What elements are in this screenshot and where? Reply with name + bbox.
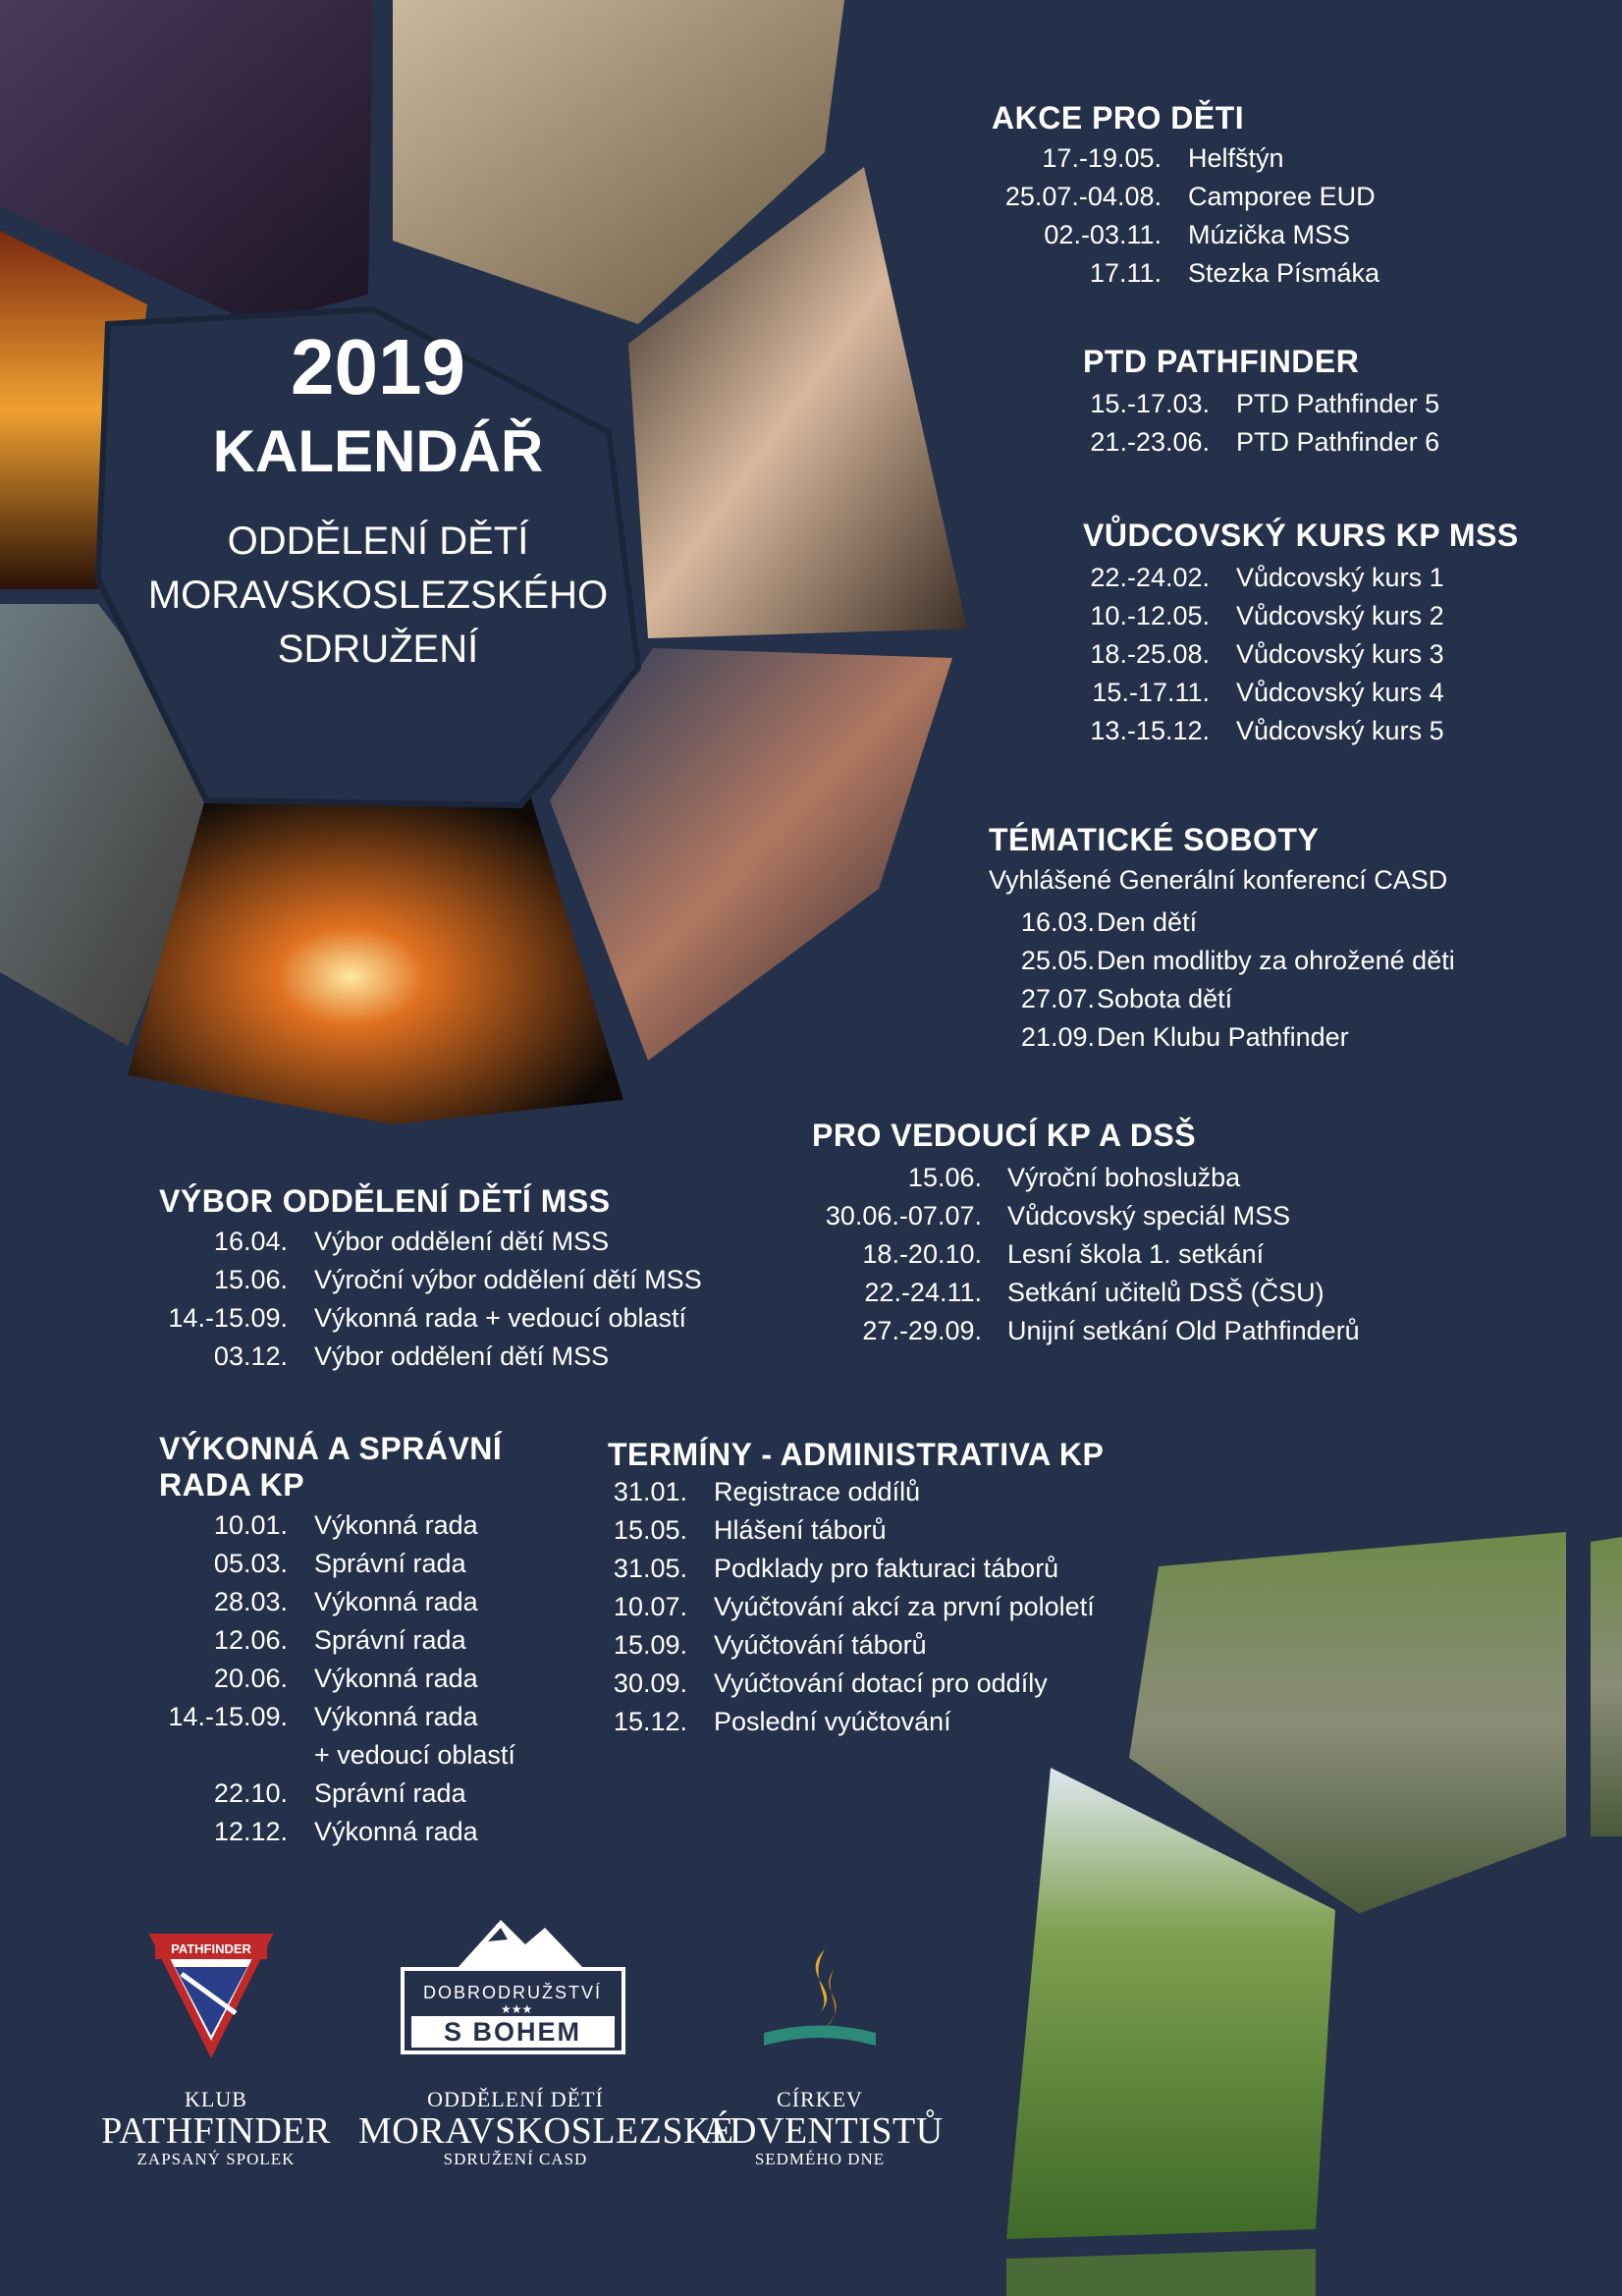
rada-title-line1: VÝKONNÁ A SPRÁVNÍ bbox=[159, 1431, 503, 1466]
soboty-date: 27.07. bbox=[1020, 984, 1095, 1013]
pathfinder-badge-text: PATHFINDER bbox=[171, 1941, 251, 1956]
ptd-event: PTD Pathfinder 6 bbox=[1236, 427, 1440, 457]
rada-event: + vedoucí oblastí bbox=[314, 1740, 515, 1770]
akce-date: 02.-03.11. bbox=[1044, 220, 1162, 249]
soboty-subtitle: Vyhlášené Generální konferencí CASD bbox=[989, 865, 1448, 895]
s-bohem-caption bbox=[358, 2087, 734, 2169]
vedouci-date: 18.-20.10. bbox=[862, 1239, 982, 1269]
terminy-date: 30.09. bbox=[613, 1668, 687, 1698]
vybor-date: 16.04. bbox=[213, 1227, 288, 1256]
vybor-date: 03.12. bbox=[213, 1341, 288, 1371]
hero-subtitle-1: ODDĚLENÍ DĚTÍ bbox=[227, 519, 529, 563]
terminy-date: 10.07. bbox=[613, 1592, 687, 1621]
terminy-event: Vyúčtování dotací pro oddíly bbox=[714, 1668, 1048, 1698]
rada-date: 12.12. bbox=[213, 1817, 288, 1846]
terminy-event: Poslední vyúčtování bbox=[714, 1707, 951, 1736]
pathfinder-line2: PATHFINDER bbox=[101, 2110, 331, 2152]
kurs-event: Vůdcovský kurs 5 bbox=[1236, 716, 1444, 745]
terminy-event: Vyúčtování táborů bbox=[714, 1630, 927, 1660]
akce-date: 17.-19.05. bbox=[1042, 143, 1162, 173]
vedouci-event: Setkání učitelů DSŠ (ČSU) bbox=[1007, 1278, 1325, 1307]
soboty-title: TÉMATICKÉ SOBOTY bbox=[989, 822, 1320, 857]
adventist-logo bbox=[756, 1940, 884, 2057]
pathfinder-line1: KLUB bbox=[185, 2087, 247, 2111]
kurs-date: 15.-17.11. bbox=[1092, 678, 1210, 707]
vybor-date: 15.06. bbox=[213, 1265, 288, 1294]
rada-date: 28.03. bbox=[213, 1587, 288, 1616]
s-bohem-badge-main: S BOHEM bbox=[443, 2017, 582, 2047]
kurs-event: Vůdcovský kurs 2 bbox=[1236, 601, 1444, 630]
terminy-date: 15.09. bbox=[613, 1630, 687, 1660]
terminy-date: 15.05. bbox=[613, 1515, 687, 1545]
terminy-event: Vyúčtování akcí za první pololetí bbox=[714, 1592, 1095, 1621]
rada-title-line2: RADA KP bbox=[159, 1467, 305, 1503]
rada-date: 12.06. bbox=[213, 1625, 288, 1655]
terminy-event: Podklady pro fakturaci táborů bbox=[714, 1554, 1059, 1583]
s-bohem-badge-top: DOBRODRUŽSTVÍ bbox=[422, 1983, 603, 2002]
soboty-date: 25.05. bbox=[1020, 946, 1095, 975]
vybor-date: 14.-15.09. bbox=[168, 1303, 288, 1333]
hero-year: 2019 bbox=[291, 323, 465, 410]
akce-event: Múzička MSS bbox=[1188, 220, 1351, 249]
akce-event: Camporee EUD bbox=[1188, 182, 1376, 211]
soboty-event: Den dětí bbox=[1097, 907, 1198, 937]
vedouci-event: Vůdcovský speciál MSS bbox=[1007, 1201, 1291, 1230]
kurs-date: 13.-15.12. bbox=[1090, 716, 1210, 745]
rada-event: Výkonná rada bbox=[314, 1702, 478, 1731]
ptd-date: 21.-23.06. bbox=[1090, 427, 1210, 457]
vybor-title: VÝBOR ODDĚLENÍ DĚTÍ MSS bbox=[159, 1183, 611, 1219]
vedouci-date: 22.-24.11. bbox=[864, 1278, 982, 1307]
akce-date: 17.11. bbox=[1089, 258, 1162, 288]
soboty-event: Den Klubu Pathfinder bbox=[1097, 1022, 1349, 1052]
hero-title: KALENDÁŘ bbox=[212, 418, 544, 484]
vedouci-title: PRO VEDOUCÍ KP A DSŠ bbox=[812, 1118, 1197, 1153]
sbohem-line1: ODDĚLENÍ DĚTÍ bbox=[427, 2087, 604, 2111]
vedouci-date: 15.06. bbox=[907, 1163, 982, 1192]
kurs-event: Vůdcovský kurs 1 bbox=[1236, 563, 1444, 592]
terminy-title: TERMÍNY - ADMINISTRATIVA KP bbox=[608, 1437, 1105, 1472]
campfire-photo bbox=[128, 795, 623, 1124]
vedouci-date: 27.-29.09. bbox=[862, 1316, 982, 1345]
kurs-date: 18.-25.08. bbox=[1090, 639, 1210, 669]
rada-event: Správní rada bbox=[314, 1625, 466, 1655]
rada-date: 20.06. bbox=[213, 1664, 288, 1693]
kurs-title: VŮDCOVSKÝ KURS KP MSS bbox=[1083, 518, 1519, 553]
terminy-date: 31.01. bbox=[613, 1477, 687, 1506]
akce-event: Helfštýn bbox=[1188, 143, 1284, 173]
vedouci-event: Unijní setkání Old Pathfinderů bbox=[1007, 1316, 1360, 1345]
rada-date: 22.10. bbox=[213, 1778, 288, 1808]
kurs-date: 10.-12.05. bbox=[1090, 601, 1210, 630]
vedouci-date: 30.06.-07.07. bbox=[825, 1201, 982, 1230]
rada-event: Správní rada bbox=[314, 1549, 466, 1578]
terminy-date: 31.05. bbox=[613, 1554, 687, 1583]
hero-subtitle-3: SDRUŽENÍ bbox=[277, 628, 479, 671]
sbohem-line3: SDRUŽENÍ CASD bbox=[443, 2150, 588, 2168]
soboty-date: 16.03. bbox=[1020, 907, 1095, 937]
rada-date: 10.01. bbox=[213, 1510, 288, 1540]
pathfinder-caption bbox=[98, 2087, 334, 2169]
vybor-event: Výroční výbor oddělení dětí MSS bbox=[314, 1265, 702, 1294]
akce-date: 25.07.-04.08. bbox=[1004, 182, 1162, 211]
rada-event: Výkonná rada bbox=[314, 1817, 478, 1846]
ptd-date: 15.-17.03. bbox=[1090, 389, 1210, 418]
rada-event: Správní rada bbox=[314, 1778, 466, 1808]
soboty-event: Sobota dětí bbox=[1097, 984, 1233, 1013]
pathfinder-shield-logo bbox=[147, 1930, 275, 2057]
adventist-caption bbox=[702, 2087, 944, 2169]
rada-date: 05.03. bbox=[213, 1549, 288, 1578]
vybor-event: Výkonná rada + vedoucí oblastí bbox=[314, 1303, 687, 1333]
pathfinder-line3: ZAPSANÝ SPOLEK bbox=[136, 2150, 296, 2168]
s-bohem-logo bbox=[398, 1910, 628, 2057]
rada-event: Výkonná rada bbox=[314, 1587, 478, 1616]
akce-event: Stezka Písmáka bbox=[1188, 258, 1380, 288]
terminy-date: 15.12. bbox=[613, 1707, 687, 1736]
hero-subtitle-2: MORAVSKOSLEZSKÉHO bbox=[147, 574, 609, 617]
vedouci-event: Výroční bohoslužba bbox=[1007, 1163, 1241, 1192]
rada-event: Výkonná rada bbox=[314, 1510, 478, 1540]
soboty-event: Den modlitby za ohrožené děti bbox=[1097, 946, 1455, 975]
svg-text:★★★: ★★★ bbox=[501, 2002, 533, 2016]
soboty-date: 21.09. bbox=[1020, 1022, 1095, 1052]
ptd-title: PTD PATHFINDER bbox=[1083, 344, 1360, 379]
adventist-line3: SEDMÉHO DNE bbox=[754, 2150, 886, 2168]
kurs-event: Vůdcovský kurs 4 bbox=[1236, 678, 1444, 707]
rada-event: Výkonná rada bbox=[314, 1664, 478, 1693]
rada-date: 14.-15.09. bbox=[168, 1702, 288, 1731]
sbohem-line2: MORAVSKOSLEZSKÉ bbox=[358, 2110, 734, 2152]
kurs-date: 22.-24.02. bbox=[1090, 563, 1210, 592]
ptd-event: PTD Pathfinder 5 bbox=[1236, 389, 1440, 418]
adventist-line1: CÍRKEV bbox=[777, 2087, 863, 2111]
adventist-line2: ADVENTISTŮ bbox=[702, 2110, 944, 2152]
vedouci-event: Lesní škola 1. setkání bbox=[1007, 1239, 1265, 1269]
vybor-event: Výbor oddělení dětí MSS bbox=[314, 1341, 610, 1371]
kurs-event: Vůdcovský kurs 3 bbox=[1236, 639, 1444, 669]
vybor-event: Výbor oddělení dětí MSS bbox=[314, 1227, 610, 1256]
akce-title: AKCE PRO DĚTI bbox=[992, 100, 1245, 136]
terminy-event: Hlášení táborů bbox=[714, 1515, 887, 1545]
terminy-event: Registrace oddílů bbox=[714, 1477, 921, 1506]
